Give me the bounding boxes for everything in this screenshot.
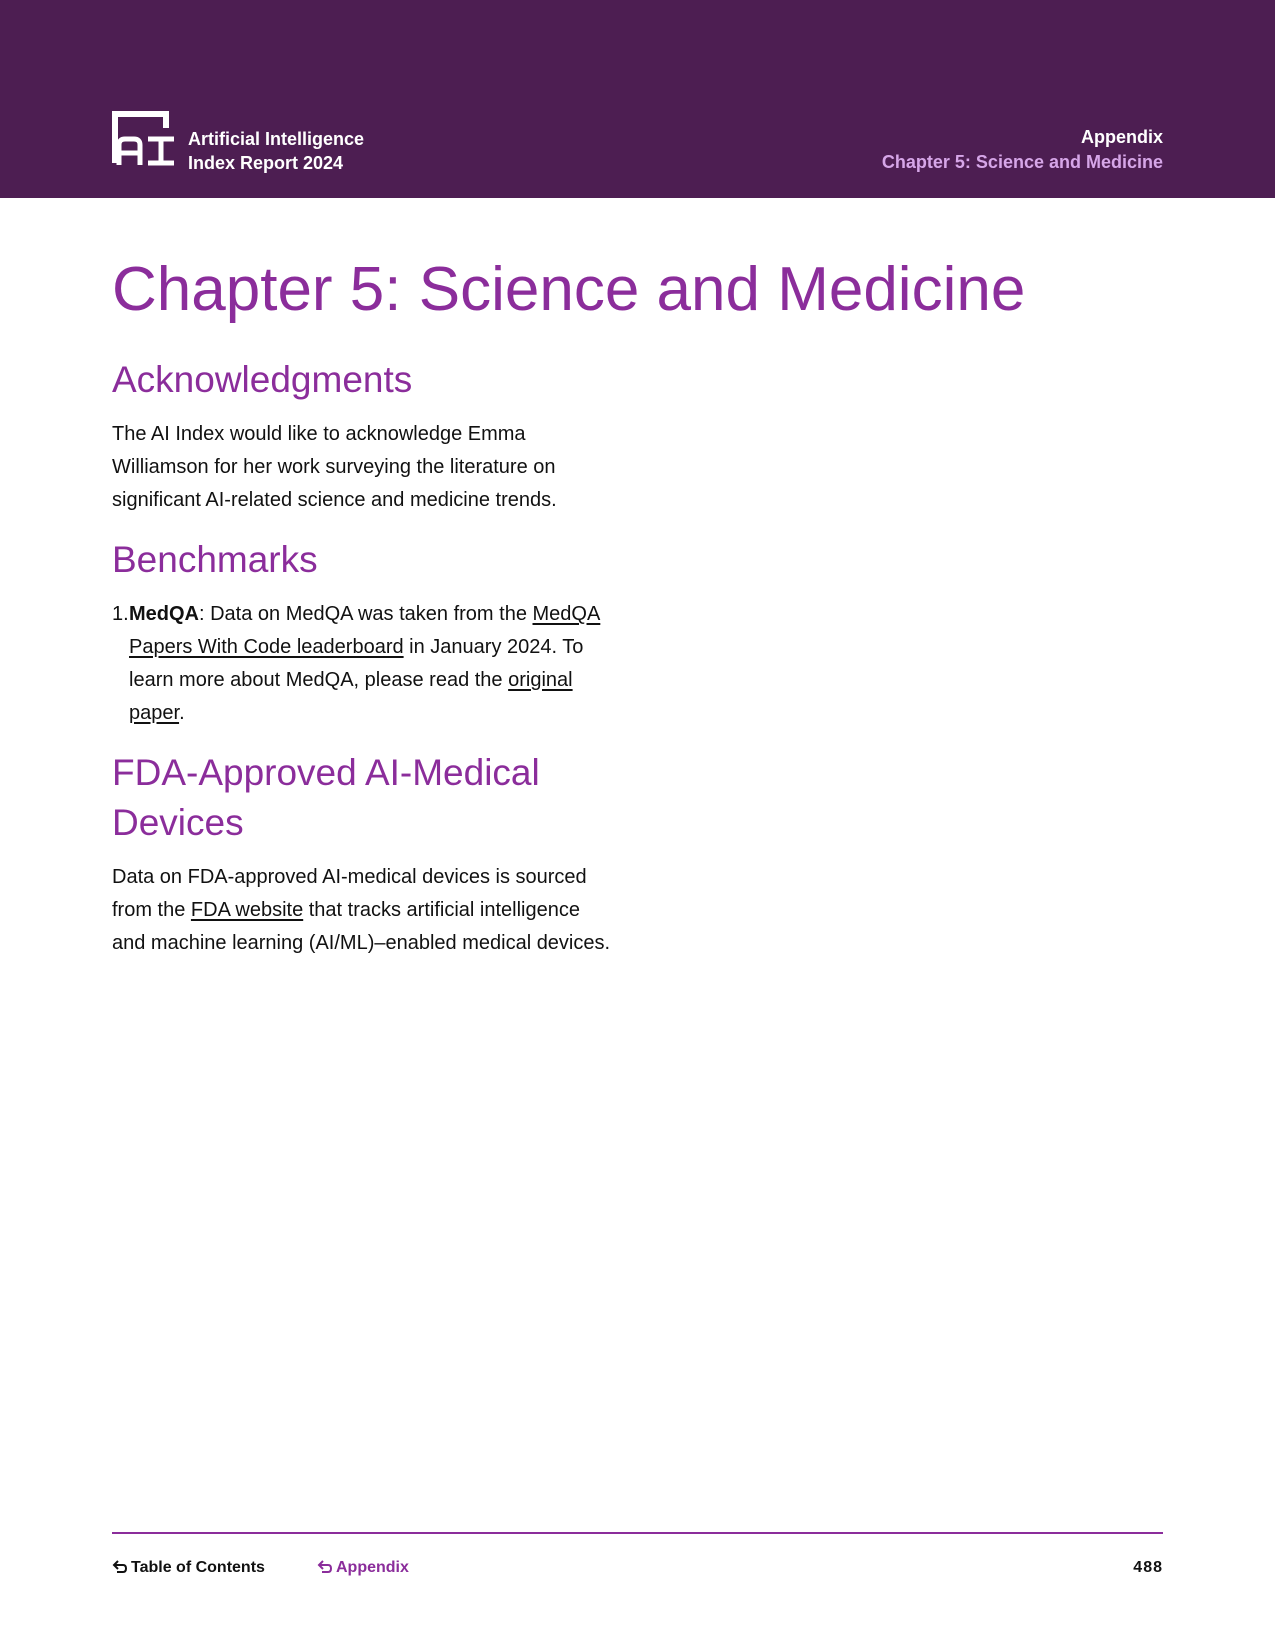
fda-heading: FDA-Approved AI-Medical Devices bbox=[112, 752, 540, 843]
page-title: Chapter 5: Science and Medicine bbox=[112, 255, 1026, 324]
return-arrow-icon bbox=[317, 1560, 332, 1574]
page-number: 488 bbox=[1133, 1559, 1163, 1576]
list-item bbox=[112, 598, 612, 730]
ai-index-logo bbox=[112, 111, 176, 168]
report-title-line1: Artificial Intelligence bbox=[188, 129, 365, 149]
acknowledgments-heading: Acknowledgments bbox=[112, 359, 413, 400]
header-chapter: Chapter 5: Science and Medicine bbox=[881, 152, 1163, 172]
page-header bbox=[0, 0, 1275, 198]
return-arrow-icon bbox=[112, 1560, 127, 1574]
benchmarks-list bbox=[112, 598, 612, 730]
footer-divider bbox=[112, 1532, 1163, 1534]
table-of-contents-link[interactable] bbox=[112, 1556, 265, 1580]
fda-text bbox=[112, 861, 612, 960]
appendix-link[interactable] bbox=[317, 1556, 409, 1580]
fda-text-before: Data on FDA-approved AI-medical devices is sourced from the bbox=[112, 866, 587, 921]
benchmarks-heading: Benchmarks bbox=[112, 539, 318, 580]
medqa-leaderboard-link[interactable]: MedQA Papers With Code leaderboard bbox=[129, 603, 601, 658]
toc-label: Table of Contents bbox=[131, 1559, 265, 1576]
report-title-line2: Index Report 2024 bbox=[188, 153, 344, 173]
fda-website-link[interactable]: FDA website bbox=[190, 899, 304, 921]
benchmark-term: MedQA bbox=[129, 603, 199, 625]
benchmark-text-before: : Data on MedQA was taken from the bbox=[199, 603, 533, 625]
appendix-label: Appendix bbox=[336, 1559, 409, 1576]
header-breadcrumb bbox=[882, 125, 1163, 175]
benchmark-text-middle: in January 2024. To learn more about MedQA, please read the bbox=[129, 636, 584, 691]
acknowledgments-text: The AI Index would like to acknowledge Emma Williamson for her work surveying the literature on significant AI-related science and medicine trends. bbox=[112, 423, 557, 511]
benchmark-text-after: . bbox=[179, 702, 185, 724]
original-paper-link[interactable]: original paper bbox=[129, 669, 573, 724]
list-item-number: 1. bbox=[112, 603, 129, 625]
fda-text-after: that tracks artificial intelligence and machine learning (AI/ML)–enabled medical devices. bbox=[112, 899, 611, 954]
report-title bbox=[188, 127, 364, 175]
header-section: Appendix bbox=[1080, 127, 1163, 147]
